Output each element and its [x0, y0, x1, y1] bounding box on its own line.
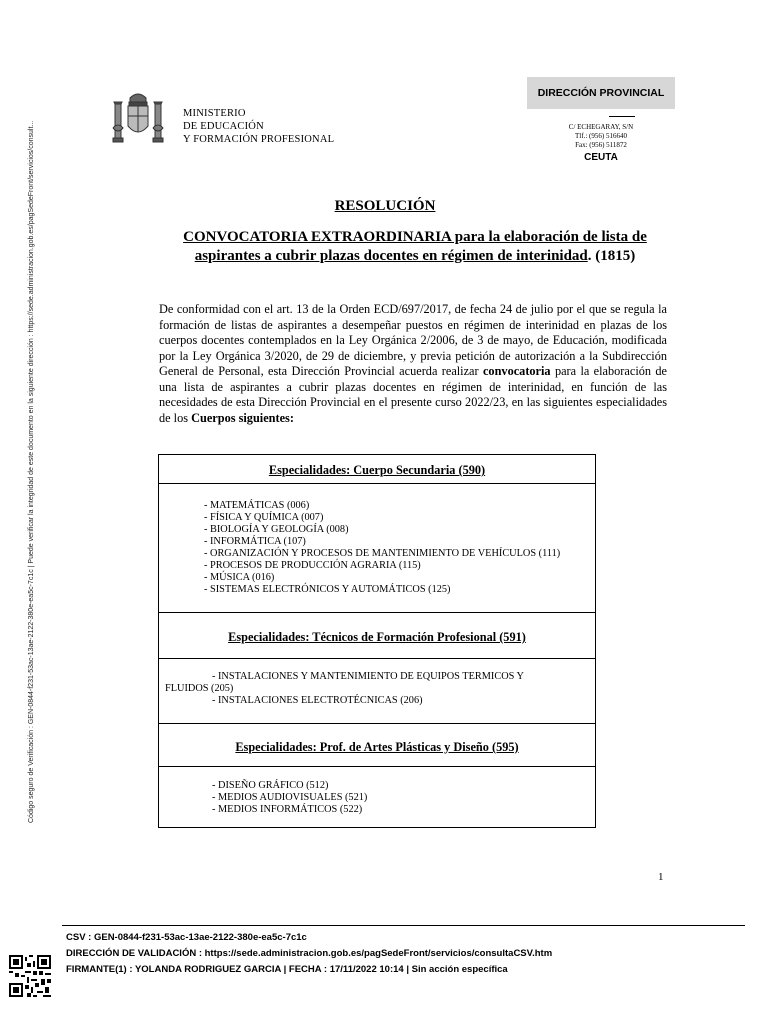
section-items-595: [212, 780, 367, 816]
list-item: - INSTALACIONES ELECTROTÉCNICAS (206): [212, 695, 423, 706]
validation-url-line: DIRECCIÓN DE VALIDACIÓN : https://sede.administracion.gob.es/pagSedeFront/servicios/consultaCSV.htm: [66, 948, 553, 959]
city-label: CEUTA: [584, 152, 618, 163]
ministry-name: [183, 107, 334, 146]
ministry-line: DE EDUCACIÓN: [183, 121, 264, 132]
list-item: - INSTALACIONES Y MANTENIMIENTO DE EQUIPOS TERMICOS Y: [212, 671, 524, 682]
ministry-line: Y FORMACIÓN PROFESIONAL: [183, 134, 335, 145]
section-heading-595: Especialidades: Prof. de Artes Plásticas y Diseño (595): [235, 740, 519, 754]
coat-of-arms-icon: [112, 88, 164, 150]
list-item: - PROCESOS DE PRODUCCIÓN AGRARIA (115): [204, 560, 421, 571]
list-item: - DISEÑO GRÁFICO (512): [212, 780, 329, 791]
fax-line: Fax: (956) 511872: [575, 141, 627, 149]
section-heading-591: Especialidades: Técnicos de Formación Profesional (591): [228, 630, 526, 644]
divider: [62, 925, 745, 926]
signature-footer: [66, 930, 552, 978]
page-number: 1: [658, 871, 664, 883]
list-item: - FÍSICA Y QUÍMICA (007): [204, 512, 324, 523]
divider: [159, 483, 595, 484]
document-subtitle: [160, 228, 670, 266]
address-block: [520, 123, 682, 150]
list-item: - ORGANIZACIÓN Y PROCESOS DE MANTENIMIENTO DE VEHÍCULOS (111): [204, 548, 561, 559]
signer-line: FIRMANTE(1) : YOLANDA RODRIGUEZ GARCIA | FECHA : 17/11/2022 10:14 | Sin acción específica: [66, 964, 508, 975]
document-title: RESOLUCIÓN: [334, 198, 436, 214]
subtitle-underlined: CONVOCATORIA EXTRAORDINARIA para la elaboración de lista de aspirantes a cubrir plazas docentes en régimen de interinidad: [183, 229, 647, 264]
section-items-590: [204, 500, 560, 596]
subtitle-suffix: . (1815): [587, 248, 636, 264]
intro-bold: Cuerpos siguientes:: [191, 410, 294, 425]
list-item: FLUIDOS (205): [165, 683, 234, 694]
intro-text: para la elaboración de una lista de aspirantes a cubrir plazas docentes en régimen de interinidad, en función de las necesidades de esta Dirección Provincial en el presente curso 2022/23, en las siguientes especialidades de los: [159, 364, 667, 425]
ministry-line: MINISTERIO: [183, 108, 246, 119]
intro-bold: convocatoria: [482, 364, 551, 378]
list-item: - MEDIOS INFORMÁTICOS (522): [212, 804, 363, 815]
qr-code-icon: [9, 955, 51, 997]
direccion-provincial-label: DIRECCIÓN PROVINCIAL: [527, 77, 675, 109]
divider: [609, 116, 635, 117]
vertical-verification-text: Código seguro de Verificación : GEN-0844-f231-53ac-13ae-2122-380e-ea5c-7c1c | Puede verificar la integridad de este documento en la siguiente dirección : https://sede.administracion.gob.es/pagSedeFront/servicios/consult...: [28, 120, 35, 823]
divider: [159, 658, 595, 659]
list-item: - MATEMÁTICAS (006): [204, 500, 310, 511]
csv-line: CSV : GEN-0844-f231-53ac-13ae-2122-380e-ea5c-7c1c: [66, 932, 307, 943]
list-item: - BIOLOGÍA Y GEOLOGÍA (008): [204, 524, 349, 535]
specialties-table: [158, 454, 596, 828]
section-items-591: [165, 671, 524, 707]
list-item: - SISTEMAS ELECTRÓNICOS Y AUTOMÁTICOS (125): [204, 584, 451, 595]
list-item: - MEDIOS AUDIOVISUALES (521): [212, 792, 368, 803]
list-item: - MÚSICA (016): [204, 572, 275, 583]
list-item: - INFORMÁTICA (107): [204, 536, 306, 547]
divider: [159, 612, 595, 613]
intro-text: De conformidad con el art. 13 de la Orden ECD/697/2017, de fecha 24 de julio por el que se regula la formación de listas de aspirantes a desempeñar puestos en régimen de interinidad en plazas de los cuerpos docentes contemplados en la Ley Orgánica 2/2006, de 3 de mayo, de Educación, modificada por la Ley Orgánica 3/2020, de 29 de diciembre, y previa petición de autorización a la Subdirección General de Personal, esta Dirección Provincial acuerda realizar: [159, 302, 667, 378]
divider: [159, 766, 595, 767]
phone-line: Tlf.: (956) 516640: [575, 132, 627, 140]
section-heading-590: Especialidades: Cuerpo Secundaria (590): [268, 463, 486, 477]
divider: [159, 723, 595, 724]
intro-paragraph: [159, 302, 667, 426]
address-line: C/ ECHEGARAY, S/N: [568, 123, 634, 131]
